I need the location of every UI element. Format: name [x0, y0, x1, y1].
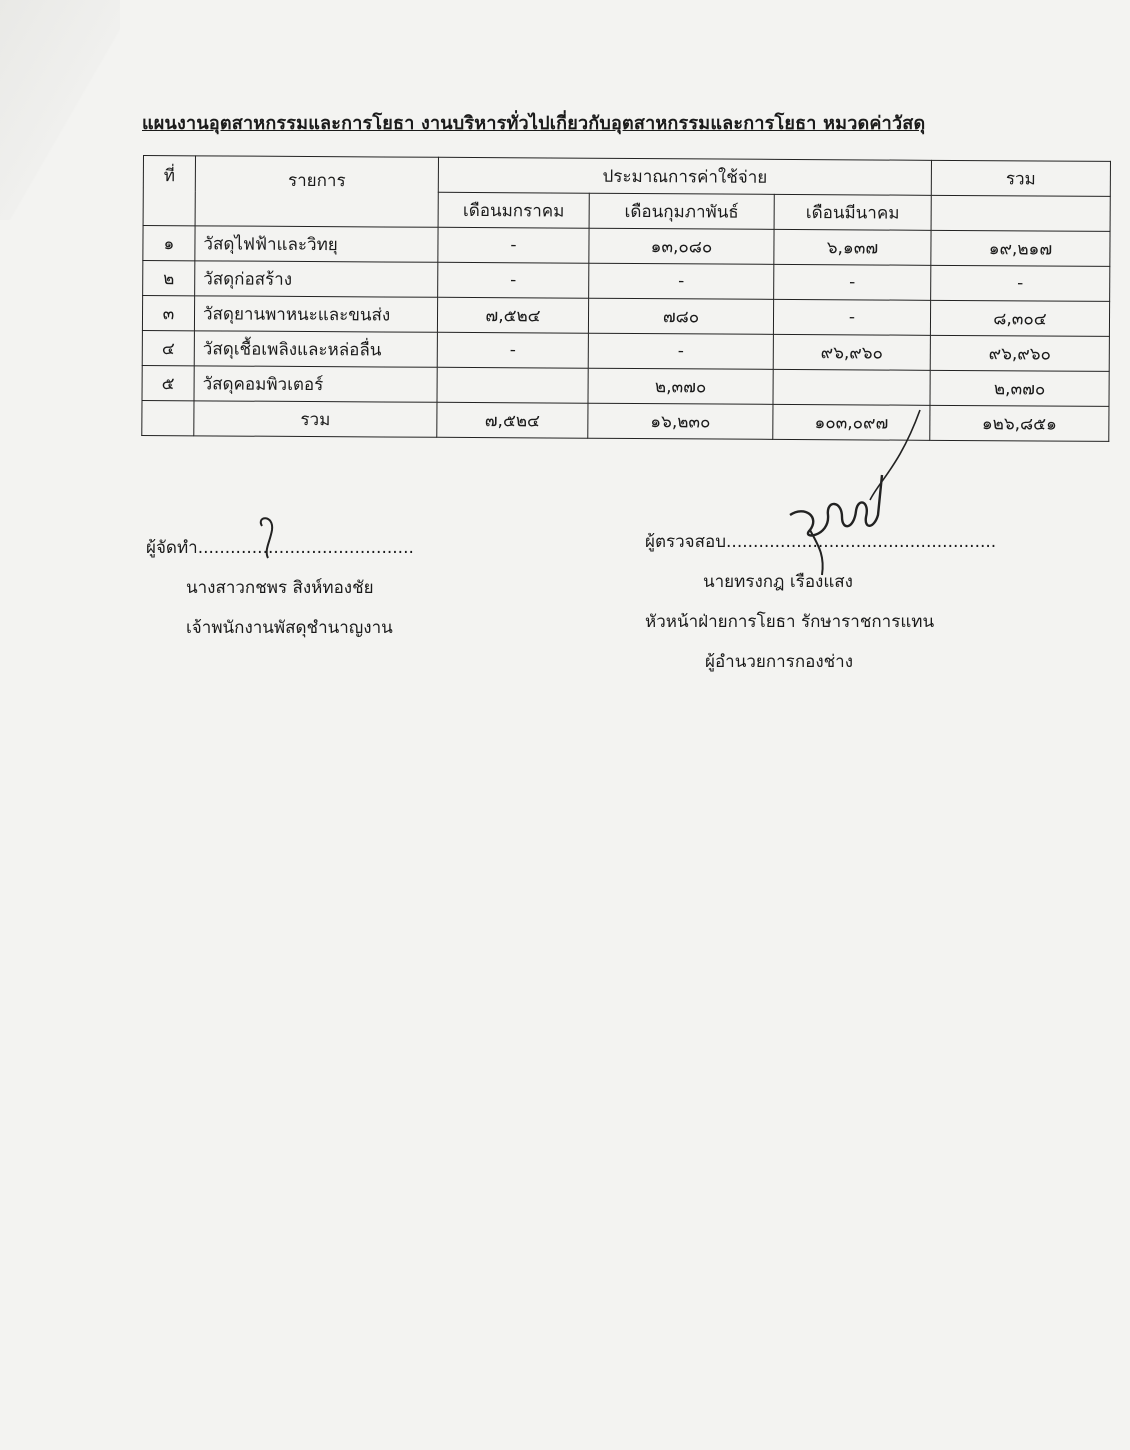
preparer-dots: ..............................: [251, 538, 414, 558]
row-total: ๑๙,๒๑๗: [931, 230, 1110, 266]
row-mar: [773, 369, 930, 405]
row-item: วัสดุเชื้อเพลิงและหล่อลื่น: [194, 331, 437, 367]
preparer-label: ผู้จัดทำ..........: [146, 538, 252, 558]
row-jan: [437, 367, 588, 403]
table-row: [142, 365, 1109, 406]
row-mar: ๙๖,๙๖๐: [773, 334, 930, 370]
totals-feb: ๑๖,๒๓๐: [588, 403, 773, 439]
preparer-line: [146, 528, 414, 568]
header-total-blank: [931, 195, 1110, 231]
row-item: วัสดุคอมพิวเตอร์: [194, 366, 437, 402]
paper-edge-shadow: [0, 0, 120, 220]
row-no: ๓: [142, 296, 194, 331]
checker-position-2: ผู้อำนวยการกองช่าง: [705, 652, 854, 672]
totals-row: [142, 400, 1109, 441]
totals-total: ๑๒๖,๘๕๑: [930, 405, 1109, 441]
row-feb: ๑๓,๐๘๐: [589, 228, 774, 264]
header-no: ที่: [143, 156, 195, 226]
checker-position-1: หัวหน้าฝ่ายการโยธา รักษาราชการแทน: [645, 612, 935, 632]
header-month-feb: เดือนกุมภาพันธ์: [589, 193, 774, 229]
row-feb: -: [588, 333, 773, 369]
totals-label: รวม: [194, 401, 437, 437]
header-estimate: ประมาณการค่าใช้จ่าย: [438, 157, 931, 195]
row-no: ๑: [143, 226, 195, 261]
table-row: [142, 296, 1109, 337]
header-total: รวม: [931, 160, 1110, 196]
row-total: ๒,๓๗๐: [930, 370, 1109, 406]
row-total: -: [931, 265, 1110, 301]
row-total: ๙๖,๙๖๐: [930, 335, 1109, 371]
header-month-jan: เดือนมกราคม: [438, 192, 589, 228]
preparer-name: นางสาวกชพร สิงห์ทองชัย: [186, 578, 374, 598]
row-no: ๔: [142, 330, 194, 365]
row-total: ๘,๓๐๔: [930, 300, 1109, 336]
header-item: รายการ: [195, 156, 438, 227]
header-row-1: [143, 156, 1110, 197]
preparer-position: เจ้าพนักงานพัสดุชำนาญงาน: [186, 618, 393, 638]
row-item: วัสดุไฟฟ้าและวิทยุ: [195, 226, 438, 262]
checker-block: [645, 522, 996, 682]
totals-no-blank: [142, 400, 194, 435]
row-jan: -: [438, 227, 589, 263]
preparer-block: [146, 528, 414, 648]
row-no: ๒: [143, 261, 195, 296]
checker-dots: ..................................................: [726, 532, 997, 552]
row-item: วัสดุยานพาหนะและขนส่ง: [194, 296, 437, 332]
row-feb: ๗๘๐: [588, 298, 773, 334]
table-row: [142, 330, 1109, 371]
row-mar: -: [774, 264, 931, 300]
document-title: แผนงานอุตสาหกรรมและการโยธา งานบริหารทั่วไปเกี่ยวกับอุตสาหกรรมและการโยธา หมวดค่าวัสดุ: [142, 113, 926, 134]
row-feb: ๒,๓๗๐: [588, 368, 773, 404]
row-no: ๕: [142, 365, 194, 400]
table-row: [143, 261, 1110, 302]
checker-name: นายทรงกฎ เรืองแสง: [703, 572, 853, 592]
totals-jan: ๗,๕๒๔: [437, 402, 588, 438]
header-month-mar: เดือนมีนาคม: [774, 194, 931, 230]
checker-label: ผู้ตรวจสอบ: [645, 532, 727, 552]
budget-table: [141, 155, 1111, 442]
row-jan: -: [437, 332, 588, 368]
row-jan: -: [438, 262, 589, 298]
row-mar: -: [773, 299, 930, 335]
checker-line: [645, 522, 996, 562]
row-mar: ๖,๑๓๗: [774, 229, 931, 265]
row-jan: ๗,๕๒๔: [437, 297, 588, 333]
row-item: วัสดุก่อสร้าง: [195, 261, 438, 297]
table-row: [143, 226, 1110, 267]
totals-mar: ๑๐๓,๐๙๗: [773, 404, 930, 440]
row-feb: -: [589, 263, 774, 299]
